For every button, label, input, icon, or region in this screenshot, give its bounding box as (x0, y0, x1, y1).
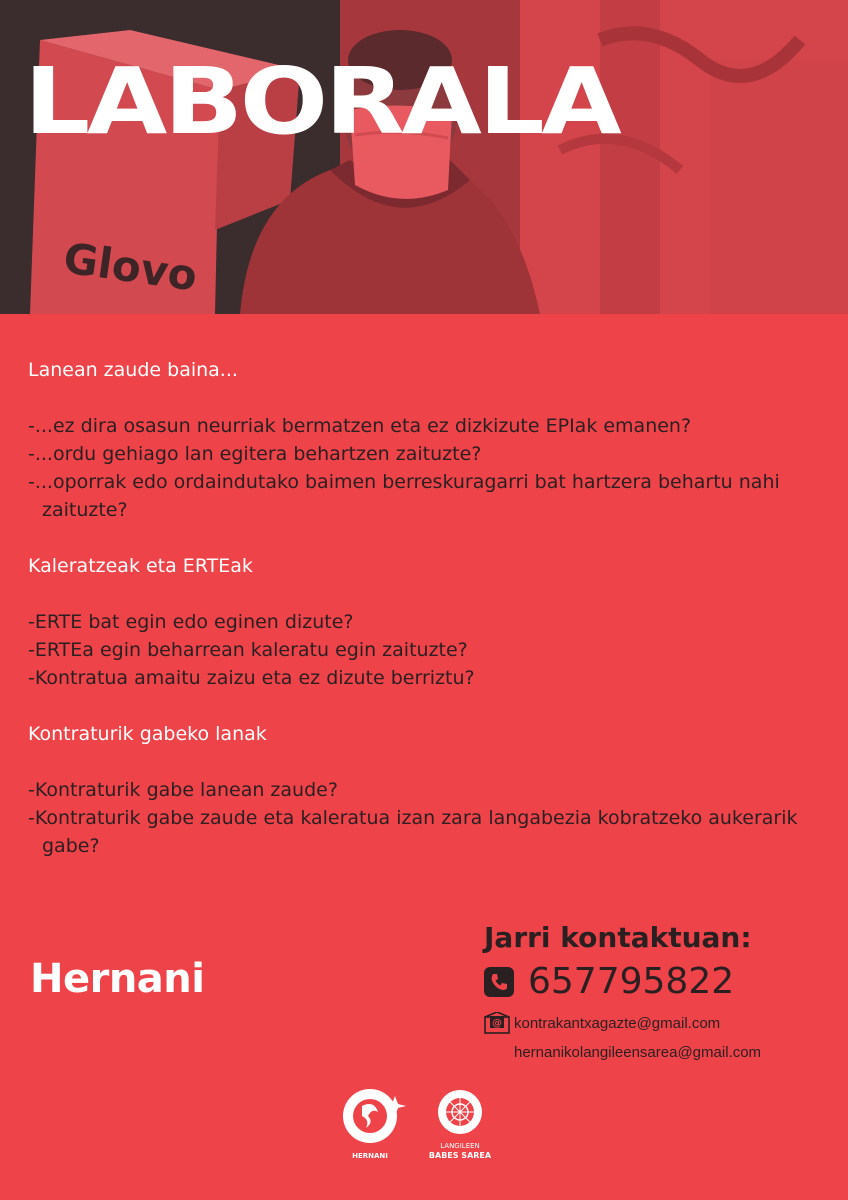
phone-row (484, 960, 834, 1004)
email-link[interactable]: hernanikolangileensarea@gmail.com (514, 1044, 762, 1061)
body-copy (28, 356, 818, 860)
phone-number[interactable]: 657795822 (528, 961, 735, 1002)
langileen-babes-sarea-logo (438, 1090, 482, 1134)
left-logo-text: HERNANI (352, 1152, 388, 1160)
bag-brand-text: Glovo (60, 233, 201, 301)
gazte-asanblada-logo (343, 1089, 406, 1143)
city-name: Hernani (30, 956, 205, 1002)
email-link[interactable]: kontrakantxagazte@gmail.com (514, 1014, 721, 1032)
no-contract-item: -Kontraturik gabe zaude eta kaleratua izan zara langabezia kobratzeko aukerarik gabe? (28, 807, 798, 857)
right-logo-line1: LANGILEEN (440, 1142, 480, 1150)
intro-item: -...ez dira osasun neurriak bermatzen eta ez dizkizute EPIak emanen? (28, 415, 692, 437)
phone-icon (484, 967, 514, 997)
dismissals-item: -ERTEa egin beharrean kaleratu egin zaituzte? (28, 639, 468, 661)
contact-heading: Jarri kontaktuan: (484, 921, 752, 954)
dismissals-item: -Kontratua amaitu zaizu eta ez dizute berriztu? (28, 667, 475, 689)
email-row (484, 1012, 834, 1034)
contact-block (484, 918, 834, 1061)
hero-photo-area (0, 0, 848, 314)
intro-heading: Lanean zaude baina... (28, 359, 238, 381)
intro-item: -...oporrak edo ordaindutako baimen berreskuragarri bat hartzera behartu nahi zaituzte? (28, 471, 780, 521)
email-icon (484, 1012, 510, 1034)
right-logo-line2: BABES SAREA (428, 1151, 492, 1160)
intro-item: -...ordu gehiago lan egitera behartzen zaituzte? (28, 443, 482, 465)
svg-text:@: @ (492, 1018, 502, 1029)
dismissals-heading: Kaleratzeak eta ERTEak (28, 555, 253, 577)
dismissals-item: -ERTE bat egin edo eginen dizute? (28, 611, 354, 633)
poster-title: LABORALA (24, 48, 619, 155)
no-contract-item: -Kontraturik gabe lanean zaude? (28, 779, 338, 801)
organization-logos (340, 1086, 500, 1166)
no-contract-heading: Kontraturik gabeko lanak (28, 723, 267, 745)
